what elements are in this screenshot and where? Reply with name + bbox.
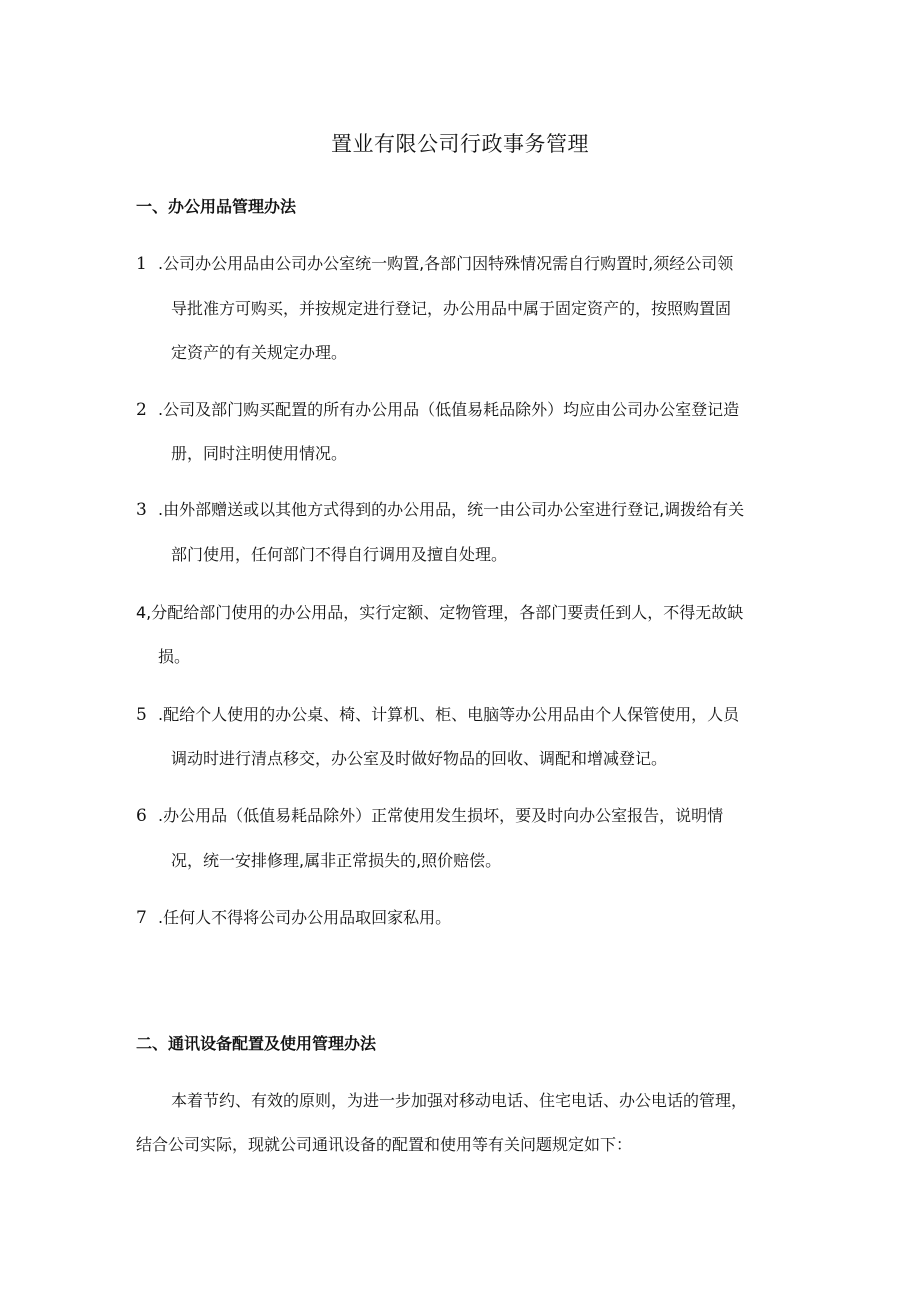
- item-text-line: .任何人不得将公司办公用品取回家私用。: [158, 908, 452, 927]
- section-2-heading: 二、通讯设备配置及使用管理办法: [136, 1034, 377, 1053]
- section-1-heading: 一、办公用品管理办法: [136, 197, 297, 216]
- item-text-line: 导批准方可购买，并按规定进行登记，办公用品中属于固定资产的，按照购置固: [171, 299, 732, 318]
- item-text-line: 4,分配给部门使用的办公用品，实行定额、定物管理，各部门要责任到人，不得无故缺: [136, 603, 744, 622]
- item-number: 2: [136, 400, 147, 420]
- item-text-line: 损。: [158, 647, 191, 666]
- item-text-line: .公司办公用品由公司办公室统一购置,各部门因特殊情况需自行购置时,须经公司领: [158, 254, 734, 273]
- item-number: 5: [136, 705, 147, 725]
- item-text-line: 调动时进行清点移交，办公室及时做好物品的回收、调配和增减登记。: [171, 749, 668, 768]
- item-number: 3: [136, 500, 147, 520]
- paragraph-line: 结合公司实际，现就公司通讯设备的配置和使用等有关问题规定如下：: [136, 1135, 633, 1154]
- item-text-line: .配给个人使用的办公桌、椅、计算机、柜、电脑等办公用品由个人保管使用，人员: [158, 705, 740, 724]
- paragraph-line: 本着节约、有效的原则，为进一步加强对移动电话、住宅电话、办公电话的管理，: [171, 1091, 748, 1110]
- item-number: 7: [136, 908, 147, 928]
- document-title: 置业有限公司行政事务管理: [331, 132, 589, 156]
- item-number: 1: [136, 254, 147, 274]
- item-text-line: 定资产的有关规定办理。: [171, 343, 348, 362]
- item-text-line: 册，同时注明使用情况。: [171, 444, 348, 463]
- item-text-line: 况，统一安排修理,属非正常损失的,照价赔偿。: [171, 851, 502, 870]
- item-number: 6: [136, 806, 147, 826]
- item-text-line: .办公用品（低值易耗品除外）正常使用发生损坏，要及时向办公室报告，说明情: [158, 806, 724, 825]
- item-text-line: 部门使用，任何部门不得自行调用及擅自处理。: [171, 545, 508, 564]
- item-text-line: .由外部赠送或以其他方式得到的办公用品，统一由公司办公室进行登记,调拨给有关: [158, 500, 745, 519]
- item-text-line: .公司及部门购买配置的所有办公用品（低值易耗品除外）均应由公司办公室登记造: [158, 400, 740, 419]
